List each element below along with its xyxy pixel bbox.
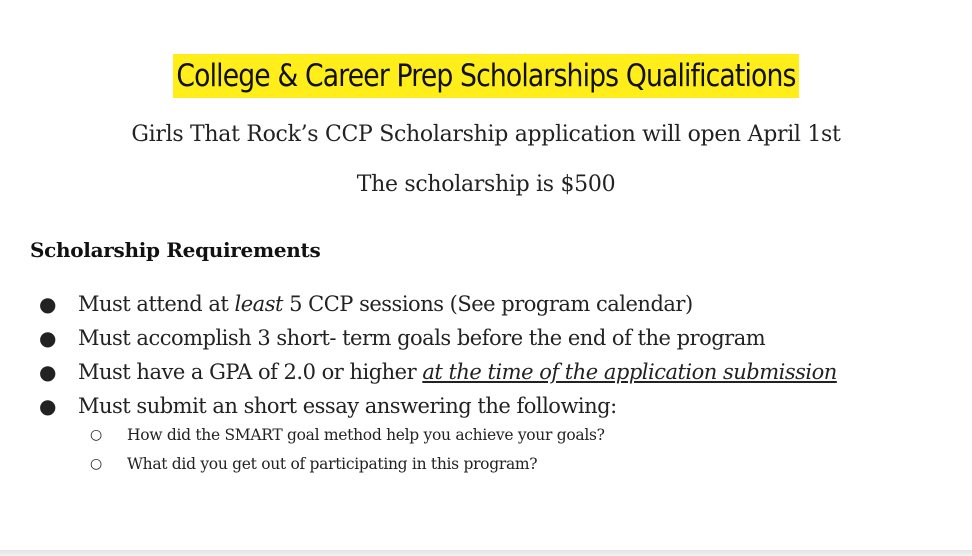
requirement-text-part: 5 CCP sessions (See program calendar): [282, 292, 693, 316]
amount-line: The scholarship is $500: [356, 172, 616, 197]
hollow-bullet-icon: ○: [90, 456, 102, 472]
requirement-emphasis: least: [234, 292, 283, 316]
essay-question: What did you get out of participating in this program?: [127, 455, 538, 473]
list-item: [30, 287, 960, 321]
bullet-icon: ●: [39, 292, 56, 316]
list-item: [30, 321, 960, 355]
requirement-underlined: at the time of the application submission: [422, 360, 837, 384]
bullet-icon: ●: [39, 360, 56, 384]
essay-questions-list: [30, 421, 605, 479]
requirement-text: Must accomplish 3 short- term goals before the end of the program: [78, 326, 766, 350]
list-item: [30, 389, 960, 423]
list-item: [30, 355, 960, 389]
page-bottom-edge: [0, 550, 972, 556]
title-container: [0, 54, 972, 98]
requirement-text: Must submit an short essay answering the following:: [78, 394, 617, 418]
intro-line: Girls That Rock’s CCP Scholarship application will open April 1st: [131, 122, 841, 147]
list-item: [30, 450, 605, 479]
requirements-heading: Scholarship Requirements: [30, 238, 321, 262]
bullet-icon: ●: [39, 326, 56, 350]
requirements-list: [30, 287, 960, 423]
requirement-text-part: Must attend at: [78, 292, 235, 316]
bullet-icon: ●: [39, 394, 56, 418]
page-title: College & Career Prep Scholarships Qualifications: [173, 54, 799, 98]
requirement-text-part: Must have a GPA of 2.0 or higher: [78, 360, 423, 384]
list-item: [30, 421, 605, 450]
essay-question: How did the SMART goal method help you achieve your goals?: [127, 426, 605, 444]
hollow-bullet-icon: ○: [90, 427, 102, 443]
